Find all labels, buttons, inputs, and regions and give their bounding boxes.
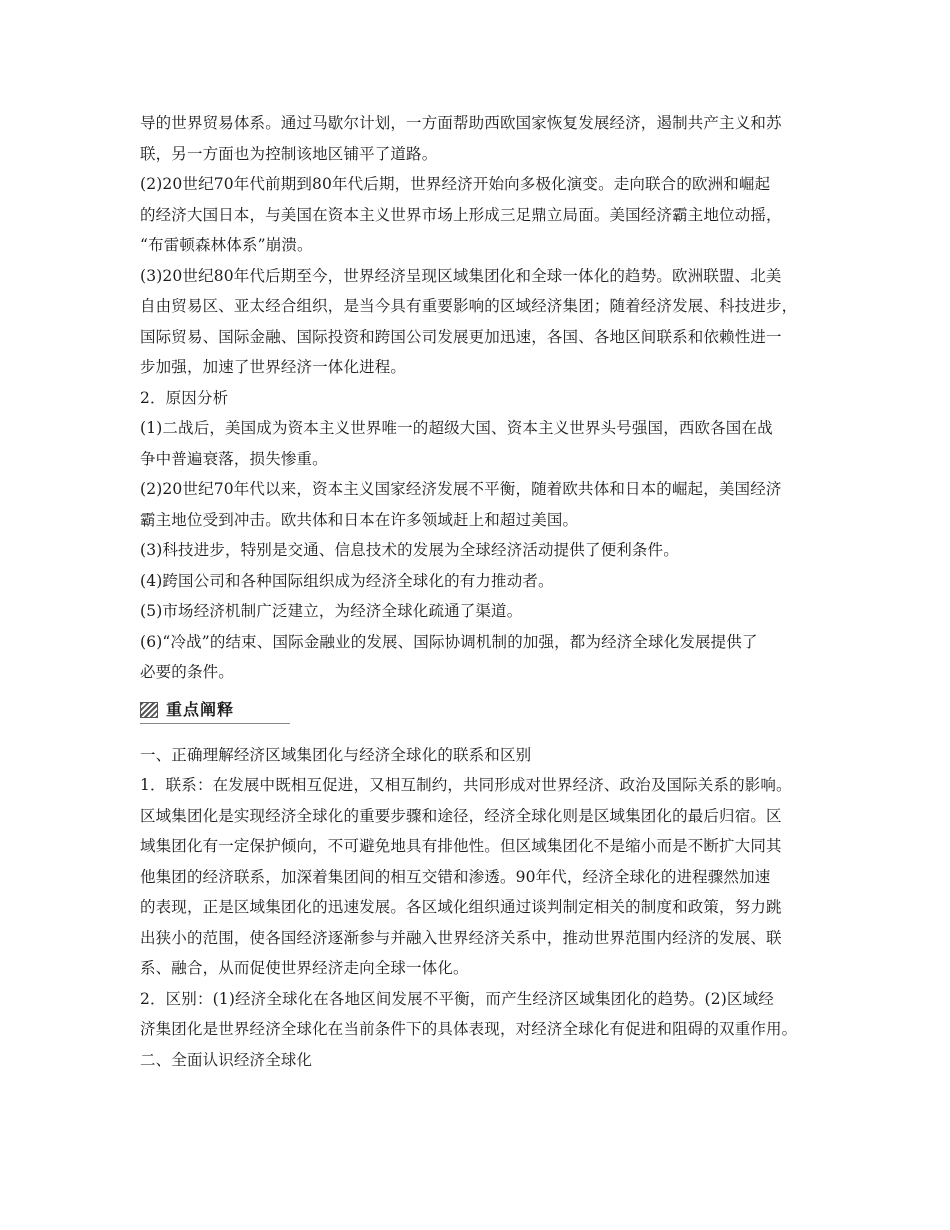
text-line: 1．联系：在发展中既相互促进，又相互制约，共同形成对世界经济、政治及国际关系的影响。 (140, 776, 792, 794)
heading-two: 二、全面认识经济全球化 (140, 1050, 313, 1069)
text-line: 自由贸易区、亚太经合组织，是当今具有重要影响的区域经济集团；随着经济发展、科技进步， (140, 297, 798, 315)
text-line: (6)“冷战”的结束、国际金融业的发展、国际协调机制的加强，都为经济全球化发展提供了 (140, 632, 758, 651)
hatched-square-icon (140, 702, 158, 718)
text-line: (4)跨国公司和各种国际组织成为经济全球化的有力推动者。 (140, 571, 554, 590)
text-line: 争中普遍衰落，损失惨重。 (140, 449, 328, 468)
document-page (140, 108, 820, 1075)
text-line: 出狭小的范围，使各国经济逐渐参与并融入世界经济关系中，推动世界范围内经济的发展、联 (140, 928, 782, 947)
text-line: 的经济大国日本，与美国在资本主义世界市场上形成三足鼎立局面。美国经济霸主地位动摇， (140, 205, 782, 224)
text-line: 系、融合，从而促使世界经济走向全球一体化。 (140, 959, 469, 977)
text-line: 必要的条件。 (140, 663, 234, 681)
section-underline (140, 723, 290, 724)
text-line: (2)20世纪70年代以来，资本主义国家经济发展不平衡，随着欧共体和日本的崛起，美国经济 (140, 480, 782, 498)
section-title: 重点阐释 (166, 699, 235, 719)
text-line: (1)二战后，美国成为资本主义世界唯一的超级大国、资本主义世界头号强国，西欧各国在战 (140, 419, 773, 437)
text-line: 导的世界贸易体系。通过马歇尔计划，一方面帮助西欧国家恢复发展经济，遏制共产主义和苏 (140, 114, 782, 132)
subheading-causes: 2．原因分析 (140, 388, 229, 407)
text-line: 联，另一方面也为控制该地区铺平了道路。 (140, 144, 438, 163)
text-line: 国际贸易、国际金融、国际投资和跨国公司发展更加迅速，各国、各地区间联系和依赖性进一 (140, 327, 782, 346)
text-line: 济集团化是世界经济全球化在当前条件下的具体表现，对经济全球化有促进和阻碍的双重作用。 (140, 1020, 798, 1038)
text-line: (3)20世纪80年代后期至今，世界经济呈现区域集团化和全球一体化的趋势。欧洲联盟、北美 (140, 266, 782, 285)
text-block-history (140, 108, 820, 688)
text-line: 霸主地位受到冲击。欧共体和日本在许多领域赶上和超过美国。 (140, 510, 579, 529)
text-block-explanation (140, 740, 820, 1076)
text-line: 域集团化有一定保护倾向，不可避免地具有排他性。但区域集团化不是缩小而是不断扩大同其 (140, 837, 782, 855)
section-header (140, 696, 820, 726)
text-line: “布雷顿森林体系”崩溃。 (140, 236, 313, 254)
heading-one: 一、正确理解经济区域集团化与经济全球化的联系和区别 (140, 745, 532, 764)
text-line: 2．区别：(1)经济全球化在各地区间发展不平衡，而产生经济区域集团化的趋势。(2)区域经 (140, 989, 774, 1008)
text-line: 的表现，正是区域集团化的迅速发展。各区域化组织通过谈判制定相关的制度和政策，努力跳 (140, 898, 782, 916)
text-line: (5)市场经济机制广泛建立，为经济全球化疏通了渠道。 (140, 602, 523, 620)
text-line: 步加强，加速了世界经济一体化进程。 (140, 358, 407, 376)
text-line: 区域集团化是实现经济全球化的重要步骤和途径，经济全球化则是区域集团化的最后归宿。区 (140, 806, 782, 825)
text-line: (3)科技进步，特别是交通、信息技术的发展为全球经济活动提供了便利条件。 (140, 541, 679, 559)
text-line: (2)20世纪70年代前期到80年代后期，世界经济开始向多极化演变。走向联合的欧洲和崛起 (140, 175, 771, 193)
text-line: 他集团的经济联系，加深着集团间的相互交错和渗透。90年代，经济全球化的进程骤然加速 (140, 867, 771, 886)
